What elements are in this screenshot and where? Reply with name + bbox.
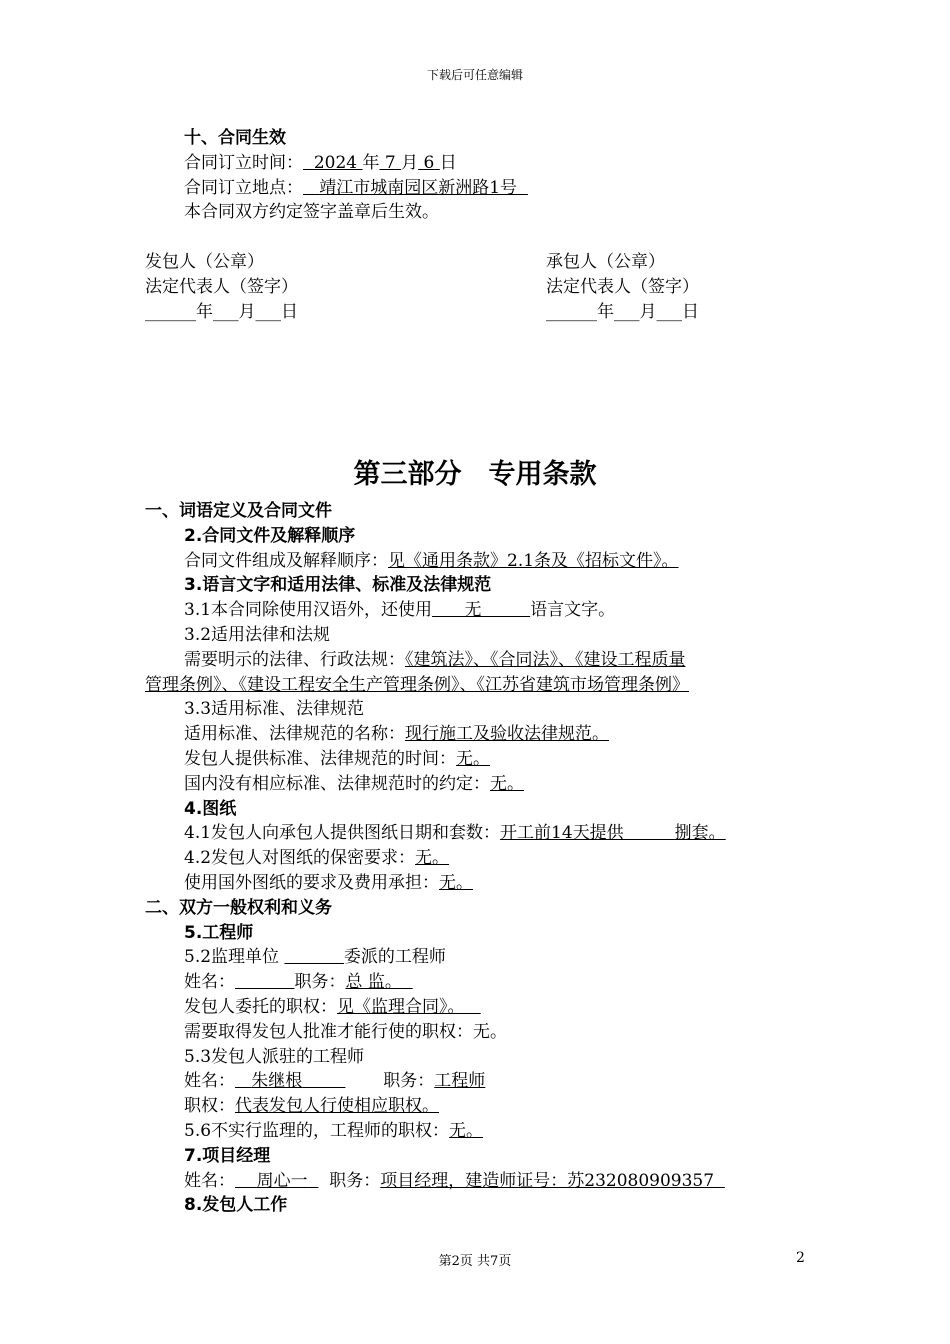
clause-3-2-heading: 3.2适用法律和法规 [184, 625, 331, 645]
other-language-value: 无 [464, 600, 482, 620]
page-number: 2 [796, 1250, 805, 1266]
contract-date-line: 合同订立时间： 2024 年 7 月 6 日 [184, 153, 457, 173]
section-1-heading: 一、词语定义及合同文件 [145, 501, 332, 521]
project-manager-name: 周心一 [256, 1171, 308, 1191]
page-footer: 第2页 共7页 [438, 1254, 512, 1269]
supervisor-unit-blank [284, 947, 343, 967]
contract-place-value: 靖江市城南园区新洲路1号 [319, 178, 518, 198]
contractor-rep-label: 法定代表人（签字） [546, 277, 699, 297]
contract-effective-text: 本合同双方约定签字盖章后生效。 [184, 202, 439, 222]
clause-8-heading: 8.发包人工作 [184, 1195, 288, 1215]
clause-4-heading: 4.图纸 [184, 799, 237, 819]
clause-5-heading: 5.工程师 [184, 923, 254, 943]
employer-seal-label: 发包人（公章） [145, 252, 264, 272]
clause-3-3-standards-line: 适用标准、法律规范的名称：现行施工及验收法律规范。 [184, 724, 609, 744]
contractor-seal-label: 承包人（公章） [546, 252, 665, 272]
clause-7-line: 姓名： 周心一 职务：项目经理，建造师证号：苏232080909357 [184, 1171, 715, 1191]
supervisor-name-blank [235, 972, 294, 992]
clause-3-heading: 3.语言文字和适用法律、标准及法律规范 [184, 575, 492, 595]
clause-5-3-name-line: 姓名： 朱继根 职务：工程师 [184, 1071, 486, 1091]
clause-2-line: 合同文件组成及解释顺序：见《通用条款》2.1条及《招标文件》。 [184, 551, 679, 571]
clause-3-1-line: 3.1本合同除使用汉语外，还使用 无 语言文字。 [184, 600, 616, 620]
clause-5-2-name-line: 姓名： 职务：总 监。 [184, 972, 402, 992]
clause-4-2-line: 4.2发包人对图纸的保密要求：无。 [184, 848, 450, 868]
section-10-heading: 十、合同生效 [184, 128, 286, 148]
clause-3-2-laws-line-2: 管理条例》、《建设工程安全生产管理条例》、《江苏省建筑市场管理条例》 [145, 675, 689, 695]
clause-5-2-power-line: 发包人委托的职权：见《监理合同》。 [184, 997, 465, 1017]
clause-5-3-heading: 5.3发包人派驻的工程师 [184, 1047, 365, 1067]
section-2-heading: 二、双方一般权利和义务 [145, 898, 332, 918]
part-3-title: 第三部分 专用条款 [353, 459, 597, 490]
employer-rep-label: 法定代表人（签字） [145, 277, 298, 297]
page-header: 下载后可任意编辑 [426, 68, 523, 82]
contract-place-label: 合同订立地点： [184, 178, 303, 198]
clause-5-2-line: 5.2监理单位 委派的工程师 [184, 947, 446, 967]
clause-2-heading: 2.合同文件及解释顺序 [184, 526, 356, 546]
contractor-sign-date: ______年___月___日 [546, 302, 699, 322]
contract-date-month: 7 [384, 153, 396, 173]
clause-5-6-line: 5.6不实行监理的，工程师的职权：无。 [184, 1121, 484, 1141]
contract-date-label: 合同订立时间： [184, 153, 303, 173]
contract-date-day: 6 [423, 153, 435, 173]
clause-3-3-heading: 3.3适用标准、法律规范 [184, 699, 365, 719]
clause-4-3-line: 使用国外图纸的要求及费用承担：无。 [184, 873, 473, 893]
clause-5-2-approval-line: 需要取得发包人批准才能行使的职权：无。 [184, 1022, 507, 1042]
clause-4-1-line: 4.1发包人向承包人提供图纸日期和套数：开工前14天提供 捌套。 [184, 823, 726, 843]
clause-7-heading: 7.项目经理 [184, 1146, 271, 1166]
contract-place-line [184, 176, 528, 201]
engineer-name: 朱继根 [251, 1071, 303, 1091]
employer-sign-date: ______年___月___日 [145, 302, 298, 322]
clause-5-3-power-line: 职权：代表发包人行使相应职权。 [184, 1096, 439, 1116]
clause-3-3-time-line: 发包人提供标准、法律规范的时间：无。 [184, 749, 490, 769]
contract-date-year: 2024 [313, 153, 358, 173]
clause-3-3-none-line: 国内没有相应标准、法律规范时的约定：无。 [184, 774, 524, 794]
clause-3-2-laws-line-1: 需要明示的法律、行政法规：《建筑法》、《合同法》、《建设工程质量 [184, 650, 686, 670]
